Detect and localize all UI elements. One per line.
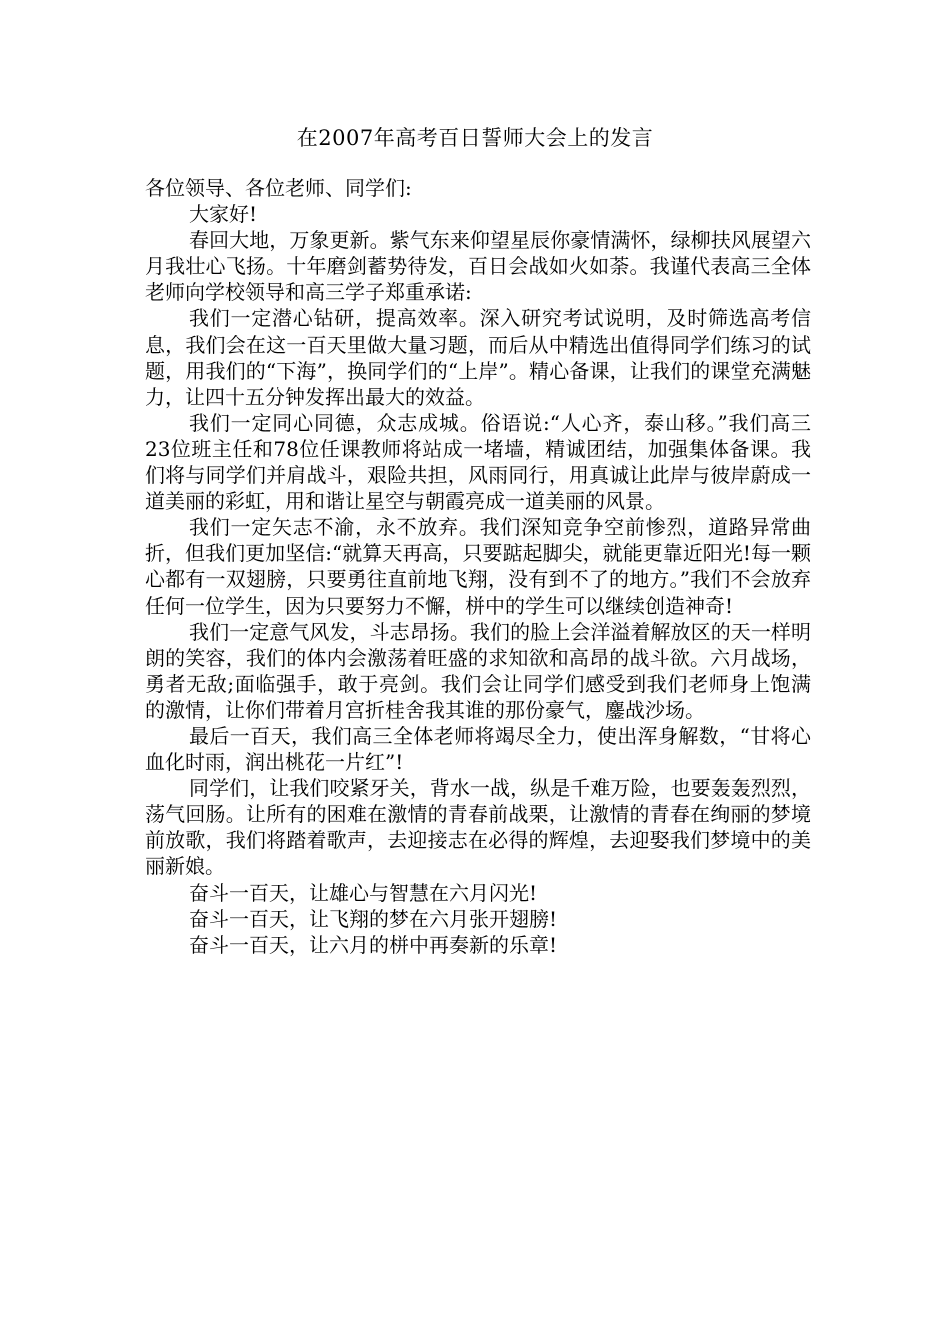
document-title: 在2007年高考百日誓师大会上的发言: [296, 126, 654, 150]
salutation: 各位领导、各位老师、同学们:: [145, 176, 412, 200]
paragraph-pledge-unity: 我们一定同心同德，众志成城。俗语说:“人心齐，泰山移。”我们高三23位班主任和78位任课教师将站成一堵墙，精诚团结，加强集体备课。我们将与同学们并肩战斗，艰险共担，风雨同行，用真诚让此岸与彼岸蔚成一道美丽的彩虹，用和谐让星空与朝霞亮成一道美丽的风景。: [145, 410, 811, 514]
document-body: [145, 175, 811, 958]
slogan-line: 奋斗一百天，让六月的栟中再奏新的乐章!: [189, 932, 558, 957]
paragraph-call-to-students: 同学们，让我们咬紧牙关，背水一战，纵是千难万险，也要轰轰烈烈，荡气回肠。让所有的困难在激情的青春前战栗，让激情的青春在绚丽的梦境前放歌，我们将踏着歌声，去迎接志在必得的辉煌，去迎娶我们梦境中的美丽新娘。: [145, 776, 811, 879]
paragraph-opening: 春回大地，万象更新。紫气东来仰望星辰你豪情满怀，绿柳扶风展望六月我壮心飞扬。十年磨剑蓄势待发，百日会战如火如荼。我谨代表高三全体老师向学校领导和高三学子郑重承诺:: [145, 228, 811, 305]
paragraph-pledge-perseverance: 我们一定矢志不渝，永不放弃。我们深知竞争空前惨烈，道路异常曲折，但我们更加坚信:“就算天再高，只要踮起脚尖，就能更靠近阳光!每一颗心都有一双翅膀，只要勇往直前地飞翔，没有到不了的地方。”我们不会放弃任何一位学生，因为只要努力不懈，栟中的学生可以继续创造神奇!: [145, 515, 811, 618]
slogan-line: 奋斗一百天，让飞翔的梦在六月张开翅膀!: [189, 906, 558, 931]
paragraph-pledge-study: 我们一定潜心钻研，提高效率。深入研究考试说明，及时筛选高考信息，我们会在这一百天里做大量习题，而后从中精选出值得同学们练习的试题，用我们的“下海”，换同学们的“上岸”。精心备课，让我们的课堂充满魅力，让四十五分钟发挥出最大的效益。: [145, 306, 811, 409]
paragraph-greeting: 大家好!: [189, 202, 258, 227]
paragraph-final-hundred-days: 最后一百天，我们高三全体老师将竭尽全力，使出浑身解数，“甘将心血化时雨，润出桃花一片红”!: [145, 723, 811, 775]
paragraph-pledge-spirit: 我们一定意气风发，斗志昂扬。我们的脸上会洋溢着解放区的天一样明朗的笑容，我们的体内会激荡着旺盛的求知欲和高昂的战斗欲。六月战场，勇者无敌;面临强手，敢于亮剑。我们会让同学们感受到我们老师身上饱满的激情，让你们带着月宫折桂舍我其谁的那份豪气，鏖战沙场。: [145, 619, 811, 722]
slogan-line: 奋斗一百天，让雄心与智慧在六月闪光!: [189, 880, 538, 905]
